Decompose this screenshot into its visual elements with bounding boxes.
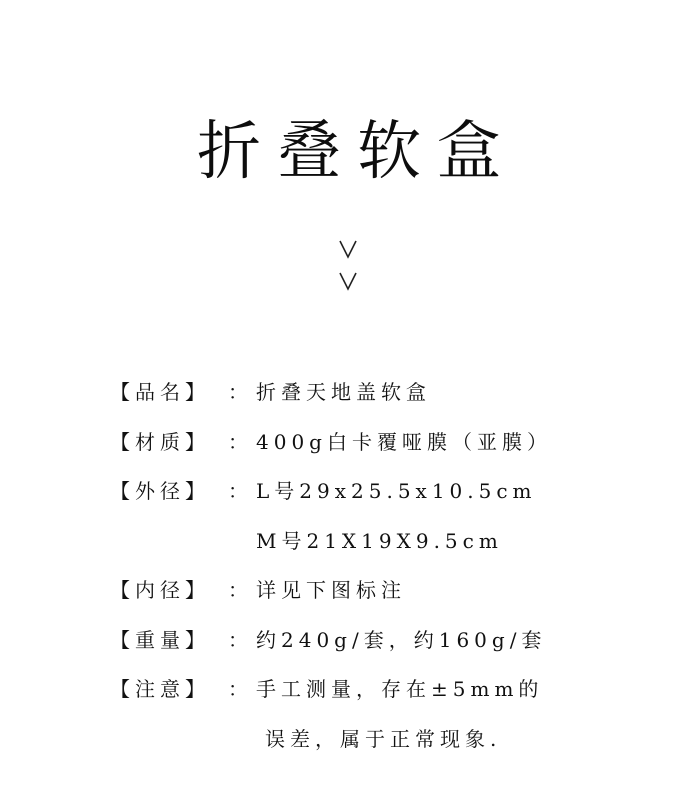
page-title: 折叠软盒 [197,115,517,189]
spec-label: 【材质】 [110,429,210,454]
spec-row-note [110,665,670,715]
spec-label: 【重量】 [110,627,210,652]
spec-value: 手工测量，存在±5mm的 [256,677,544,701]
spec-row-material [110,418,670,468]
spec-label: 【内径】 [110,578,210,602]
spec-value: M号21X19X9.5cm [256,528,503,553]
spec-row-inner-size [110,566,670,616]
spec-colon: ： [228,677,253,701]
spec-label: 【品名】 [110,380,210,404]
spec-colon: ： [228,380,253,404]
scroll-down-indicator [339,238,363,302]
spec-colon: ： [228,479,253,503]
spec-row-note-cont [110,715,670,765]
spec-value: 误差，属于正常现象. [265,726,502,751]
spec-row-weight [110,616,670,666]
chevron-down-icon [339,238,357,260]
product-spec-list [110,368,670,764]
spec-row-name [110,368,670,418]
spec-label: 【注意】 [110,677,210,701]
spec-value: 约240g/套，约160g/套 [256,627,547,652]
spec-row-outer-size-cont [110,517,670,567]
spec-value: 折叠天地盖软盒 [256,380,431,404]
spec-value: 400g白卡覆哑膜（亚膜） [256,429,552,454]
spec-colon: ： [228,627,253,652]
spec-colon: ： [228,429,253,454]
spec-row-outer-size [110,467,670,517]
spec-value: L号29x25.5x10.5cm [256,479,537,503]
spec-value: 详见下图标注 [256,578,406,602]
spec-label: 【外径】 [110,479,210,503]
chevron-down-icon [339,270,357,292]
spec-colon: ： [228,578,253,602]
